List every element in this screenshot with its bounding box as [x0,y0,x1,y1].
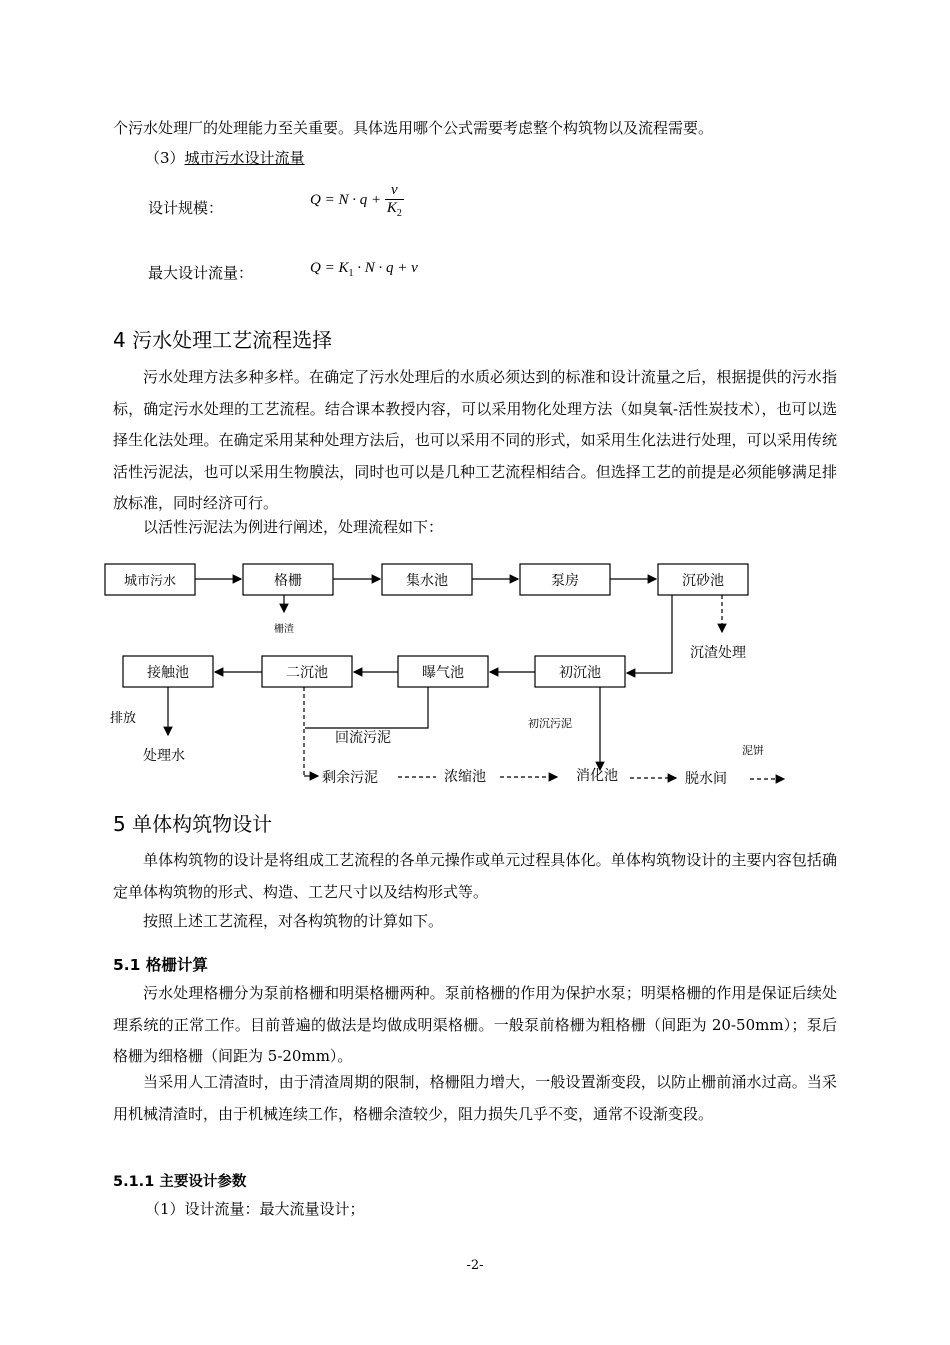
label-grit-disposal: 沉渣处理 [690,645,746,661]
label-primary-clarifier: 初沉池 [559,665,601,681]
fraction-denominator [385,199,404,219]
section-5-1-1-item-1: （1）设计流量：最大流量设计； [145,1200,365,1218]
label-sludge-cake: 泥饼 [742,744,764,757]
item-3-number: （3） [145,149,185,167]
section-4-heading: 4 污水处理工艺流程选择 [113,328,333,352]
label-dewatering: 脱水间 [685,771,727,787]
process-flow-diagram [0,550,950,795]
label-digester: 消化池 [576,768,618,784]
max-flow-part-b: · N · q + v [353,260,418,276]
max-flow-sub: 1 [348,268,354,279]
page-number: -2- [466,1258,484,1273]
label-return-sludge: 回流污泥 [335,730,391,746]
denominator-sub: 2 [396,208,402,219]
label-pump-house: 泵房 [551,573,579,589]
design-scale-formula [310,182,404,219]
section-5-heading: 5 单体构筑物设计 [113,812,273,836]
label-city-sewage: 城市污水 [123,574,177,589]
fraction-numerator: v [391,182,398,198]
label-thickener: 浓缩池 [444,769,486,785]
section-4-paragraph-1: 污水处理方法多种多样。在确定了污水处理后的水质必须达到的标准和设计流量之后，根据提供的污水指标，确定污水处理的工艺流程。结合课本教授内容，可以采用物化处理方法（如臭氧-活性炭技术），也可以选择生化法处理。在确定采用某种处理方法后，也可以采用不同的形式，如采用生化法进行处理，可以采用传统活性污泥法，也可以采用生物膜法，同时也可以是几种工艺流程相结合。但选择工艺的前提是必须能够满足排放标准，同时经济可行。 [113,368,837,512]
label-contact-tank: 接触池 [147,665,189,681]
label-aeration-tank: 曝气池 [422,665,464,681]
label-discharge: 排放 [110,711,137,726]
label-treated-water: 处理水 [143,748,185,764]
design-scale-label: 设计规模： [148,199,224,217]
label-secondary-clarifier: 二沉池 [286,665,328,681]
design-scale-fraction [385,182,404,219]
line-return-sludge [305,687,428,728]
section-5-1-heading: 5.1 格栅计算 [113,956,208,974]
section-5-1-paragraph-2: 当采用人工清渣时，由于清渣周期的限制，格栅阻力增大，一般设置渐变段，以防止栅前涌水过高。当采用机械清渣时，由于机械连续工作，格栅余渣较少，阻力损失几乎不变，通常不设渐变段。 [113,1073,837,1123]
design-scale-lhs: Q = N · q + [310,192,382,208]
label-grit-chamber: 沉砂池 [682,573,724,589]
label-primary-sludge: 初沉污泥 [528,717,572,730]
continuation-line: 个污水处理厂的处理能力至关重要。具体选用哪个公式需要考虑整个构筑物以及流程需要。 [113,119,714,137]
section-5-paragraph-1: 单体构筑物的设计是将组成工艺流程的各单元操作或单元过程具体化。单体构筑物设计的主要内容包括确定单体构筑物的形式、构造、工艺尺寸以及结构形式等。 [113,851,837,901]
item-3 [145,143,305,175]
label-screen-residue: 栅渣 [274,624,294,635]
max-flow-label: 最大设计流量： [148,264,254,282]
section-4-paragraph-2: 以活性污泥法为例进行阐述，处理流程如下： [143,518,444,536]
section-5-1-1-heading: 5.1.1 主要设计参数 [113,1174,247,1190]
section-5-paragraph-2: 按照上述工艺流程，对各构筑物的计算如下。 [143,912,444,930]
max-flow-formula [310,260,418,279]
label-collection-tank: 集水池 [406,573,448,589]
line-grit-to-primary [627,595,672,673]
label-screen: 格栅 [274,573,302,589]
denominator-k: K [386,200,397,216]
section-5-1-paragraph-1: 污水处理格栅分为泵前格栅和明渠格栅两种。泵前格栅的作用为保护水泵；明渠格栅的作用是保证后续处理系统的正常工作。目前普遍的做法是均做成明渠格栅。一般泵前格栅为粗格栅（间距为 20-50mm）；泵后格栅为细格栅（间距为 5-20mm）。 [113,984,837,1065]
max-flow-part-a: Q = K [310,260,349,276]
item-3-text: 城市污水设计流量 [184,149,305,167]
label-excess-sludge: 剩余污泥 [322,770,378,786]
